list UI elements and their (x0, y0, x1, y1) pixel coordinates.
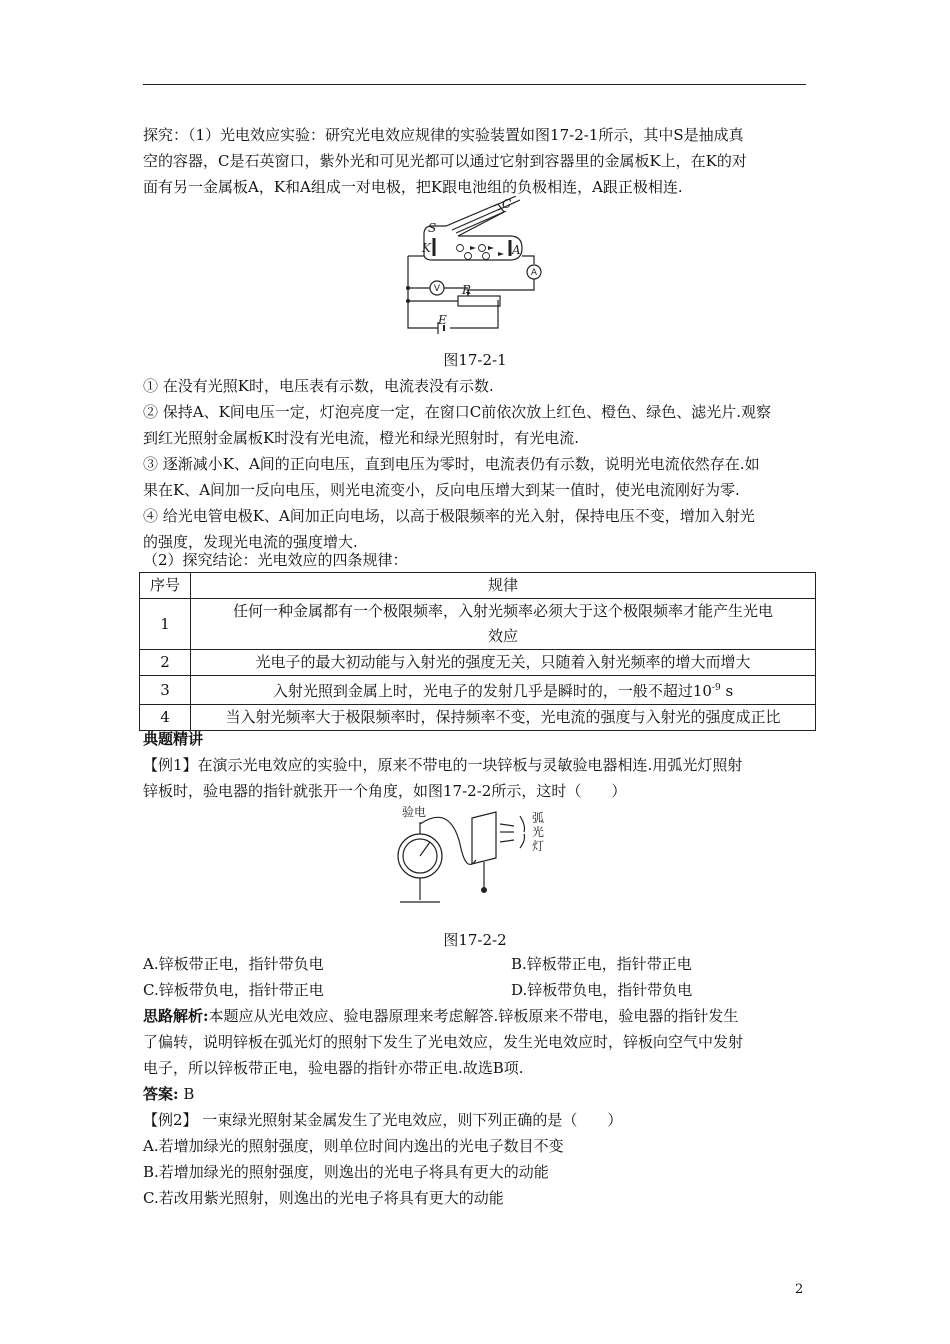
electroscope-label: 验电 (402, 805, 427, 819)
vacuum-tube (424, 204, 522, 260)
question-line: 【例2】 一束绿光照射某金属发生了光电效应，则下列正确的是（ ） (143, 1111, 623, 1129)
rheostat (458, 296, 500, 306)
page-number: 2 (795, 1282, 804, 1297)
step-line: 果在K、A间加一反向电压，则光电流变小，反向电压增大到某一值时，使光电流刚好为零. (143, 481, 740, 499)
row-number: 1 (140, 599, 191, 650)
option-b[interactable]: B.若增加绿光的照射强度，则逸出的光电子将具有更大的动能 (143, 1163, 549, 1181)
figure-photoelectric-apparatus (398, 196, 548, 336)
answer-value: B (178, 1085, 195, 1103)
row-number: 3 (140, 676, 191, 705)
electron-arrow (488, 246, 494, 250)
label-s: S (428, 221, 437, 235)
electron-arrow (470, 246, 476, 250)
option-d[interactable]: D.锌板带负电，指针带负电 (511, 981, 693, 999)
conclusion-text: （2）探究结论：光电效应的四条规律： (143, 551, 408, 569)
electron (457, 245, 464, 252)
step-line: 的强度，发现光电流的强度增大. (143, 533, 358, 551)
row-rule: 当入射光频率大于极限频率时，保持频率不变，光电流的强度与入射光的强度成正比 (191, 705, 816, 731)
rules-table (139, 572, 816, 731)
analysis-line: 本题应从光电效应、验电器原理来考虑解答.锌板原来不带电，验电器的指针发生 (208, 1007, 739, 1025)
electron (479, 245, 486, 252)
rule-text: 任何一种金属都有一个极限频率，入射光频率必须大于这个极限频率才能产生光电 (232, 602, 773, 620)
label-a: A (512, 243, 521, 257)
example1-analysis (143, 1003, 815, 1107)
option-a[interactable]: A.若增加绿光的照射强度，则单位时间内逸出的光电子数目不变 (143, 1137, 564, 1155)
analysis-label: 思路解析: (143, 1007, 209, 1025)
figure1-caption: 图17-2-1 (443, 351, 507, 369)
header-rule: 规律 (191, 573, 816, 599)
row-rule (191, 676, 816, 705)
step-line: ① 在没有光照K时，电压表有示数，电流表没有示数. (143, 377, 494, 395)
table-row (140, 599, 816, 650)
arc-electrode (520, 834, 525, 848)
junction-dot (406, 286, 410, 290)
zinc-plate (472, 812, 496, 864)
step-line: ③ 逐渐减小K、A间的正向电压，直到电压为零时，电流表仍有示数，说明光电流依然存在.如 (143, 455, 760, 473)
intro-paragraph (143, 122, 815, 200)
example1-question (143, 752, 815, 804)
question-line: 锌板时，验电器的指针就张开一个角度，如图17-2-2所示，这时（ ） (143, 782, 627, 800)
label-k: K (422, 241, 431, 255)
analysis-line: 电子，所以锌板带正电，验电器的指针亦带正电.故选B项. (143, 1059, 524, 1077)
junction-dot (406, 299, 410, 303)
ammeter-label: A (530, 268, 538, 278)
light-ray (500, 824, 514, 826)
wire (522, 256, 534, 264)
rule-text: 入射光照到金属上时，光电子的发射几乎是瞬时的，一般不超过10 (272, 682, 712, 700)
lamp-label: 光 (532, 825, 545, 839)
table-row (140, 676, 816, 705)
intro-line: 面有另一金属板A，K和A组成一对电极，把K跟电池组的负极相连，A跟正极相连. (143, 178, 683, 196)
exponent: -9 (711, 683, 721, 693)
header-number: 序号 (140, 573, 191, 599)
answer-label: 答案: (143, 1085, 179, 1103)
table-row (140, 650, 816, 676)
question-line: 【例1】在演示光电效应的实验中，原来不带电的一块锌板与灵敏验电器相连.用弧光灯照射 (143, 756, 743, 774)
rule-text: 效应 (487, 627, 518, 645)
row-rule: 光电子的最大初动能与入射光的强度无关，只随着入射光频率的增大而增大 (191, 650, 816, 676)
arc-electrode (520, 816, 525, 832)
step-line: 到红光照射金属板K时没有光电流，橙光和绿光照射时，有光电流. (143, 429, 579, 447)
wire (450, 300, 498, 328)
intro-line: 探究：（1）光电效应实验：研究光电效应规律的实验装置如图17-2-1所示，其中S是抽成真 (143, 126, 744, 144)
row-number: 2 (140, 650, 191, 676)
analysis-line: 了偏转，说明锌板在弧光灯的照射下发生了光电效应，发生光电效应时，锌板向空气中发射 (143, 1033, 744, 1051)
figure2-caption: 图17-2-2 (443, 931, 507, 949)
section-title: 典题精讲 (143, 730, 204, 748)
plate-base (481, 887, 487, 893)
label-c: C (502, 197, 512, 211)
row-rule (191, 599, 816, 650)
electron (465, 253, 472, 260)
voltmeter-label: V (433, 284, 441, 294)
label-e: E (438, 313, 447, 327)
window-tube (456, 211, 506, 233)
electron (483, 253, 490, 260)
label-r: R (462, 283, 472, 297)
header-rule (143, 84, 806, 85)
row-number: 4 (140, 705, 191, 731)
electroscope-needle (420, 842, 430, 856)
lamp-label: 弧 (532, 811, 545, 825)
figure-electroscope (380, 804, 560, 908)
lamp-label: 灯 (532, 839, 545, 853)
wire (468, 279, 534, 290)
steps-paragraph (143, 373, 815, 555)
light-ray (500, 840, 514, 842)
intro-line: 空的容器，C是石英窗口，紫外光和可见光都可以通过它射到容器里的金属板K上，在K的对 (143, 152, 747, 170)
option-c[interactable]: C.若改用紫光照射，则逸出的光电子将具有更大的动能 (143, 1189, 504, 1207)
unit: s (720, 682, 734, 700)
option-a[interactable]: A.锌板带正电，指针带负电 (143, 955, 324, 973)
option-c[interactable]: C.锌板带负电，指针带正电 (143, 981, 324, 999)
electron-arrow (498, 252, 504, 256)
example2-question (143, 1107, 815, 1211)
step-line: ④ 给光电管电极K、A间加正向电场，以高于极限频率的光入射，保持电压不变，增加入射光 (143, 507, 755, 525)
option-b[interactable]: B.锌板带正电，指针带正电 (511, 955, 692, 973)
example1-options (143, 951, 815, 1003)
table-header-row (140, 573, 816, 599)
conclusion-heading (143, 547, 815, 573)
step-line: ② 保持A、K间电压一定，灯泡亮度一定，在窗口C前依次放上红色、橙色、绿色、滤光片.观察 (143, 403, 772, 421)
